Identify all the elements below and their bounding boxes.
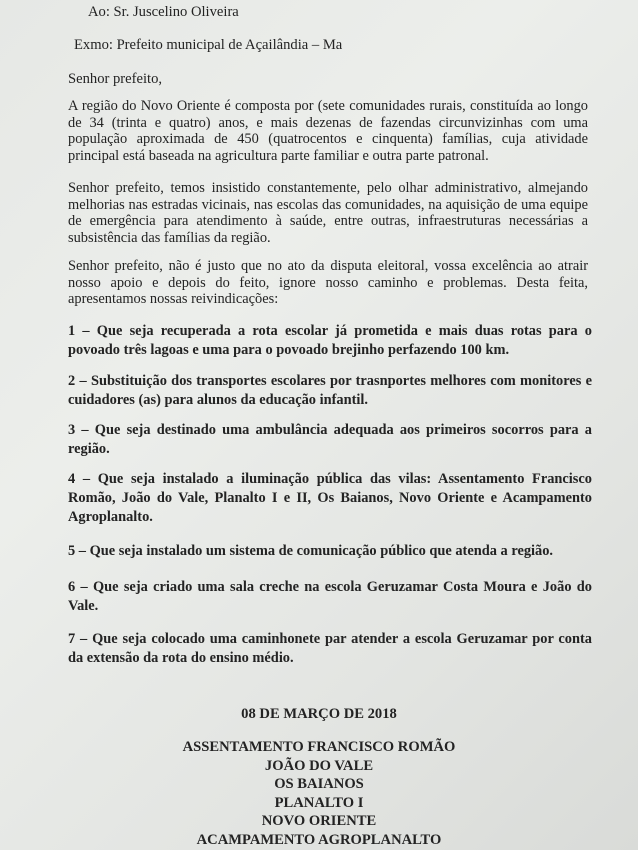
paragraph-1: A região do Novo Oriente é composta por (sete comunidades rurais, constituída ao longo de 34 (trinta e quatro) anos, e mais dezenas de fazendas circunvizinhas com uma população aproximada de 450 (quatrocentos e cinquenta) famílias, cuja atividade principal está baseada na agricultura parte familiar e outra parte patronal. — [68, 98, 588, 164]
signatory: OS BAIANOS — [274, 776, 364, 792]
recipient-title: Exmo: Prefeito municipal de Açailândia – Ma — [74, 37, 343, 53]
recipient-line: Ao: Sr. Juscelino Oliveira — [88, 4, 239, 20]
signatory-list — [0, 738, 638, 849]
paragraph-2: Senhor prefeito, temos insistido constantemente, pelo olhar administrativo, almejando melhorias nas estradas vicinais, nas escolas das comunidades, na aquisição de uma equipe de emergência para atendimento à saúde, entre outras, infraestruturas necessárias a subsistência das famílias da região. — [68, 180, 588, 246]
paragraph-3: Senhor prefeito, não é justo que no ato da disputa eleitoral, vossa excelência ao atrair nosso apoio e depois do feito, ignore nosso caminho e problemas. Desta feita, apresentamos nossas reivindicações: — [68, 258, 588, 308]
demand-item: 4 – Que seja instalado a iluminação pública das vilas: Assentamento Francisco Romão, João do Vale, Planalto I e II, Os Baianos, Novo Oriente e Acampamento Agroplanalto. — [68, 471, 592, 525]
greeting: Senhor prefeito, — [68, 71, 163, 87]
signatory: NOVO ORIENTE — [261, 813, 377, 829]
demand-item: 5 – Que seja instalado um sistema de comunicação público que atenda a região. — [68, 543, 554, 559]
letter-date: 08 DE MARÇO DE 2018 — [241, 706, 397, 722]
signatory: ACAMPAMENTO AGROPLANALTO — [196, 831, 442, 848]
demand-item: 6 – Que seja criado uma sala creche na escola Geruzamar Costa Moura e João do Vale. — [68, 579, 592, 614]
signatory: PLANALTO I — [274, 794, 364, 811]
demand-item: 3 – Que seja destinado uma ambulância adequada aos primeiros socorros para a região. — [68, 422, 592, 457]
signatory: ASSENTAMENTO FRANCISCO ROMÃO — [182, 739, 456, 755]
demand-item: 7 – Que seja colocado uma caminhonete par atender a escola Geruzamar por conta da extensão da rota do ensino médio. — [68, 631, 592, 666]
demand-item: 2 – Substituição dos transportes escolares por trasnportes melhores com monitores e cuidadores (as) para alunos da educação infantil. — [68, 373, 592, 408]
demand-item: 1 – Que seja recuperada a rota escolar já prometida e mais duas rotas para o povoado três lagoas e uma para o povoado brejinho perfazendo 100 km. — [68, 323, 592, 358]
signatory: JOÃO DO VALE — [264, 757, 374, 774]
